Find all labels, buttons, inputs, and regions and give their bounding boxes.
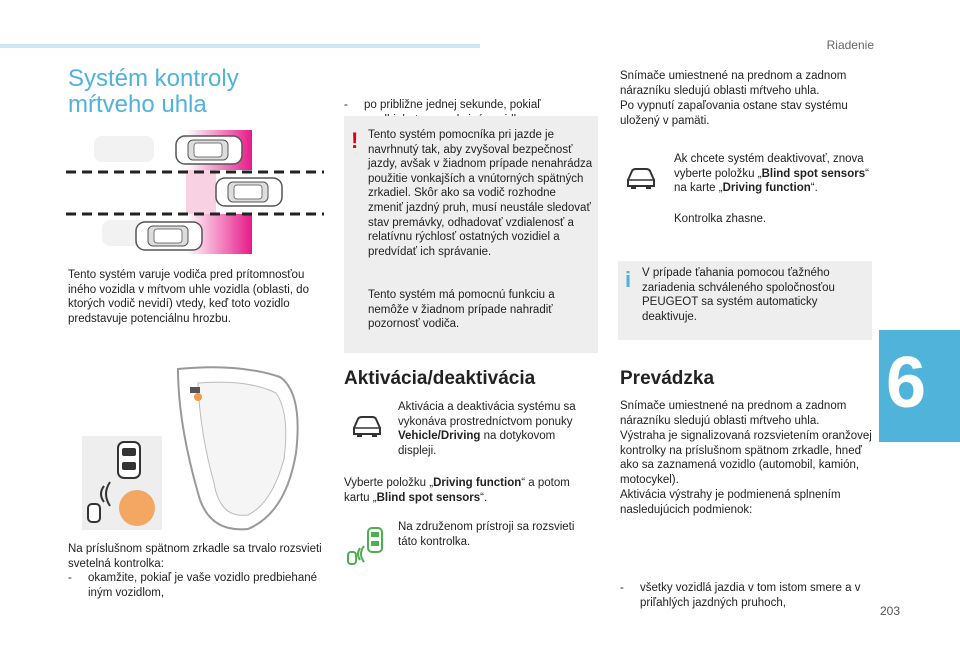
touchscreen-car-icon xyxy=(350,412,384,438)
memory-text: Po vypnutí zapaľovania ostane stav systému uložený v pamäti. xyxy=(620,100,848,127)
mirror-lamp-icon xyxy=(194,393,202,401)
orange-lamp-icon xyxy=(119,490,155,526)
lamp-text: Na združenom prístroji sa rozsvieti táto kontrolka. xyxy=(398,521,575,548)
chapter-number: 6 xyxy=(886,343,927,423)
section-label: Riadenie xyxy=(826,38,874,52)
operation-text-2: Výstraha je signalizovaná rozsvietením oranžovej kontrolky na príslušnom spätnom zrkadle, hneď ako sa zaznamená vozidlo (automobil, kamión, motocykel). xyxy=(620,430,872,486)
warning-icon: ! xyxy=(351,128,359,153)
lamp-off-text: Kontrolka zhasne. xyxy=(674,213,767,225)
page-number: 203 xyxy=(879,604,900,618)
activation-text: Aktivácia a deaktivácia systému sa vykonáva prostredníctvom ponuky Vehicle/Driving na dotykovom displeji. xyxy=(398,401,576,457)
info-text: V prípade ťahania pomocou ťažného zariadenia schváleného spoločnosťou PEUGEOT sa systém automaticky deaktivuje. xyxy=(642,267,835,323)
sensors-text: Snímače umiestnené na prednom a zadnom nárazníku sledujú oblasti mŕtveho uhla. xyxy=(620,70,847,97)
list-item: - všetky vozidlá jazdia v tom istom smere a v priľahlých jazdných pruhoch, xyxy=(620,582,861,609)
warning-text: Tento systém pomocníka pri jazde je navrhnutý tak, aby zvyšoval bezpečnosť jazdy, avšak v žiadnom prípade nenahrádza použitie vonkajších a vnútorných spätných zrkadiel. Skôr ako sa vodič rozhodne zmeniť jazdný pruh, musí neustále sledovať stav premávky, odhadovať vzdialenosť a relatívnu rýchlosť ostatných vozidiel a predvídať ich správanie. xyxy=(368,129,593,258)
operation-text-3: Aktivácia výstrahy je podmienená splnením nasledujúcich podmienok: xyxy=(620,489,841,516)
page-title: Systém kontroly mŕtveho uhla xyxy=(68,65,239,118)
info-icon: i xyxy=(625,267,632,292)
header-bar xyxy=(0,44,480,48)
warning-text-2: Tento systém má pomocnú funkciu a nemôže v žiadnom prípade nahradiť pozornosť vodiča. xyxy=(368,289,555,331)
mirror-lamp-panel xyxy=(82,436,162,530)
blind-spot-lamp-icon xyxy=(346,526,386,566)
mirror-illustration xyxy=(168,363,308,533)
touchscreen-car-icon xyxy=(624,164,658,190)
mirror-text: Na príslušnom spätnom zrkadle sa trvalo rozsvieti svetelná kontrolka: xyxy=(68,543,322,570)
blind-spot-diagram xyxy=(66,124,324,264)
activation-heading: Aktivácia/deaktivácia xyxy=(344,368,536,389)
operation-text: Snímače umiestnené na prednom a zadnom nárazníku sledujú oblasti mŕtveho uhla. xyxy=(620,400,847,427)
operation-heading: Prevádzka xyxy=(620,368,715,389)
intro-text: Tento systém varuje vodiča pred prítomnosťou iného vozidla v mŕtvom uhle vozidla (oblasti, do ktorých vodič nevidí) vtedy, keď toto vozidlo predstavuje potenciálnu hrozbu. xyxy=(68,269,309,325)
list-item: - po približne jednej sekunde, pokiaľ xyxy=(344,99,541,112)
list-item: - okamžite, pokiaľ je vaše vozidlo predbiehané iným vozidlom, xyxy=(68,572,318,599)
deactivate-text: Ak chcete systém deaktivovať, znova vyberte položku „Blind spot sensors“ na karte „Driving function“. xyxy=(674,153,869,195)
select-text: Vyberte položku „Driving function“ a potom kartu „Blind spot sensors“. xyxy=(344,477,570,504)
